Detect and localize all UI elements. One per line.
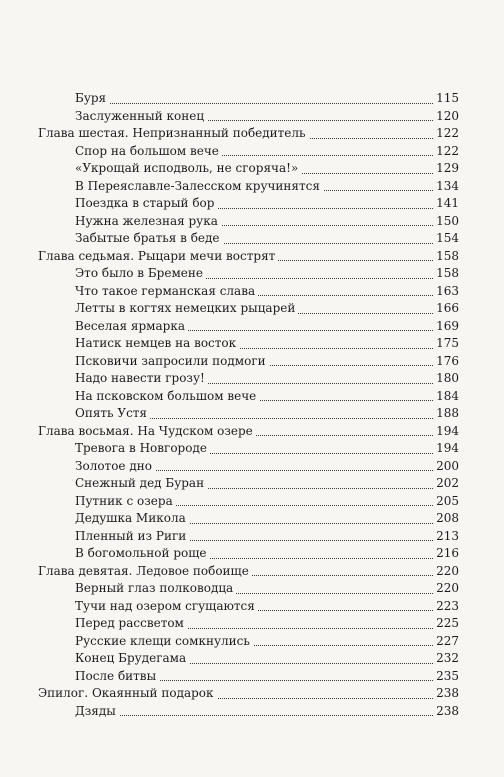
toc-row bbox=[0, 458, 504, 476]
toc-entry-title: Золотое дно bbox=[75, 458, 155, 476]
toc-row bbox=[0, 650, 504, 668]
toc-row bbox=[0, 633, 504, 651]
toc-page-number: 163 bbox=[434, 283, 459, 301]
toc-entry-title: Заслуженный конец bbox=[75, 108, 207, 126]
toc-page-number: 223 bbox=[434, 598, 459, 616]
toc-page-number: 158 bbox=[434, 265, 459, 283]
toc-row bbox=[0, 510, 504, 528]
toc-entry-title: Глава девятая. Ледовое побоище bbox=[38, 563, 252, 581]
toc-row bbox=[0, 528, 504, 546]
toc-page-number: 238 bbox=[434, 703, 459, 721]
toc-page-number: 134 bbox=[434, 178, 459, 196]
toc-row bbox=[0, 283, 504, 301]
toc-page-number: 180 bbox=[434, 370, 459, 388]
toc-page-number: 216 bbox=[434, 545, 459, 563]
dotted-leader bbox=[77, 715, 457, 716]
toc-entry-title: Пленный из Риги bbox=[75, 528, 189, 546]
toc-page-number: 205 bbox=[434, 493, 459, 511]
toc-page-number: 175 bbox=[434, 335, 459, 353]
toc-chapter-row bbox=[0, 685, 504, 703]
toc-page-number: 235 bbox=[434, 668, 459, 686]
toc-entry-title: Что такое германская слава bbox=[75, 283, 258, 301]
toc-page-number: 122 bbox=[434, 143, 459, 161]
toc-entry-title: Путник с озера bbox=[75, 493, 176, 511]
toc-row bbox=[0, 580, 504, 598]
toc-page-number: 154 bbox=[434, 230, 459, 248]
toc-page-number: 232 bbox=[434, 650, 459, 668]
toc-entry-title: Тревога в Новгороде bbox=[75, 440, 210, 458]
toc-page-number: 188 bbox=[434, 405, 459, 423]
toc-row bbox=[0, 615, 504, 633]
toc-entry-title: Опять Устя bbox=[75, 405, 150, 423]
toc-entry-title: После битвы bbox=[75, 668, 159, 686]
dotted-leader bbox=[77, 103, 457, 104]
toc-entry-title: Псковичи запросили подмоги bbox=[75, 353, 269, 371]
toc-entry-title: Верный глаз полководца bbox=[75, 580, 236, 598]
toc-entry-title: Глава шестая. Непризнанный победитель bbox=[38, 125, 309, 143]
toc-page-number: 194 bbox=[434, 423, 459, 441]
toc-page-number: 227 bbox=[434, 633, 459, 651]
toc-entry-title: Летты в когтях немецких рыцарей bbox=[75, 300, 298, 318]
toc-page-number: 150 bbox=[434, 213, 459, 231]
toc-row bbox=[0, 335, 504, 353]
toc-page-number: 220 bbox=[434, 563, 459, 581]
toc-row bbox=[0, 440, 504, 458]
toc-entry-title: Глава седьмая. Рыцари мечи вострят bbox=[38, 248, 278, 266]
toc-entry-title: Тучи над озером сгущаются bbox=[75, 598, 258, 616]
toc-row bbox=[0, 178, 504, 196]
toc-row bbox=[0, 213, 504, 231]
table-of-contents bbox=[0, 90, 504, 720]
toc-entry-title: Дедушка Микола bbox=[75, 510, 189, 528]
toc-entry-title: Нужна железная рука bbox=[75, 213, 221, 231]
toc-entry-title: Спор на большом вече bbox=[75, 143, 222, 161]
toc-row bbox=[0, 370, 504, 388]
toc-entry-title: Буря bbox=[75, 90, 109, 108]
toc-row bbox=[0, 90, 504, 108]
toc-row bbox=[0, 388, 504, 406]
toc-entry-title: Веселая ярмарка bbox=[75, 318, 188, 336]
toc-entry-title: Надо навести грозу! bbox=[75, 370, 208, 388]
toc-page-number: 200 bbox=[434, 458, 459, 476]
toc-entry-title: Конец Брудегама bbox=[75, 650, 189, 668]
toc-page-number: 129 bbox=[434, 160, 459, 178]
toc-row bbox=[0, 265, 504, 283]
toc-entry-title: Поездка в старый бор bbox=[75, 195, 217, 213]
toc-page-number: 238 bbox=[434, 685, 459, 703]
toc-entry-title: Перед рассветом bbox=[75, 615, 187, 633]
toc-page-number: 213 bbox=[434, 528, 459, 546]
toc-row bbox=[0, 668, 504, 686]
toc-entry-title: Это было в Бремене bbox=[75, 265, 206, 283]
toc-page-number: 208 bbox=[434, 510, 459, 528]
toc-page-number: 225 bbox=[434, 615, 459, 633]
toc-row bbox=[0, 405, 504, 423]
toc-entry-title: Натиск немцев на восток bbox=[75, 335, 239, 353]
toc-page-number: 115 bbox=[434, 90, 459, 108]
toc-row bbox=[0, 160, 504, 178]
toc-entry-title: В Переяславле-Залесском кручинятся bbox=[75, 178, 323, 196]
toc-page-number: 166 bbox=[434, 300, 459, 318]
toc-chapter-row bbox=[0, 423, 504, 441]
toc-page-number: 120 bbox=[434, 108, 459, 126]
toc-row bbox=[0, 475, 504, 493]
toc-row bbox=[0, 703, 504, 721]
toc-row bbox=[0, 108, 504, 126]
toc-entry-title: Забытые братья в беде bbox=[75, 230, 223, 248]
toc-page-number: 158 bbox=[434, 248, 459, 266]
toc-page-number: 202 bbox=[434, 475, 459, 493]
toc-entry-title: Эпилог. Окаянный подарок bbox=[38, 685, 217, 703]
toc-entry-title: Глава восьмая. На Чудском озере bbox=[38, 423, 256, 441]
toc-entry-title: На псковском большом вече bbox=[75, 388, 259, 406]
toc-entry-title: Русские клещи сомкнулись bbox=[75, 633, 253, 651]
toc-row bbox=[0, 230, 504, 248]
toc-page-number: 141 bbox=[434, 195, 459, 213]
toc-page-number: 176 bbox=[434, 353, 459, 371]
toc-entry-title: «Укрощай исподволь, не сгоряча!» bbox=[75, 160, 301, 178]
toc-chapter-row bbox=[0, 125, 504, 143]
toc-chapter-row bbox=[0, 563, 504, 581]
toc-entry-title: Дзяды bbox=[75, 703, 119, 721]
toc-page-number: 169 bbox=[434, 318, 459, 336]
toc-row bbox=[0, 353, 504, 371]
toc-row bbox=[0, 598, 504, 616]
toc-row bbox=[0, 143, 504, 161]
toc-row bbox=[0, 318, 504, 336]
toc-row bbox=[0, 545, 504, 563]
toc-page-number: 194 bbox=[434, 440, 459, 458]
toc-entry-title: Снежный дед Буран bbox=[75, 475, 207, 493]
toc-page-number: 220 bbox=[434, 580, 459, 598]
toc-row bbox=[0, 195, 504, 213]
toc-entry-title: В богомольной роще bbox=[75, 545, 210, 563]
toc-page-number: 184 bbox=[434, 388, 459, 406]
toc-row bbox=[0, 300, 504, 318]
toc-row bbox=[0, 493, 504, 511]
toc-chapter-row bbox=[0, 248, 504, 266]
toc-page-number: 122 bbox=[434, 125, 459, 143]
